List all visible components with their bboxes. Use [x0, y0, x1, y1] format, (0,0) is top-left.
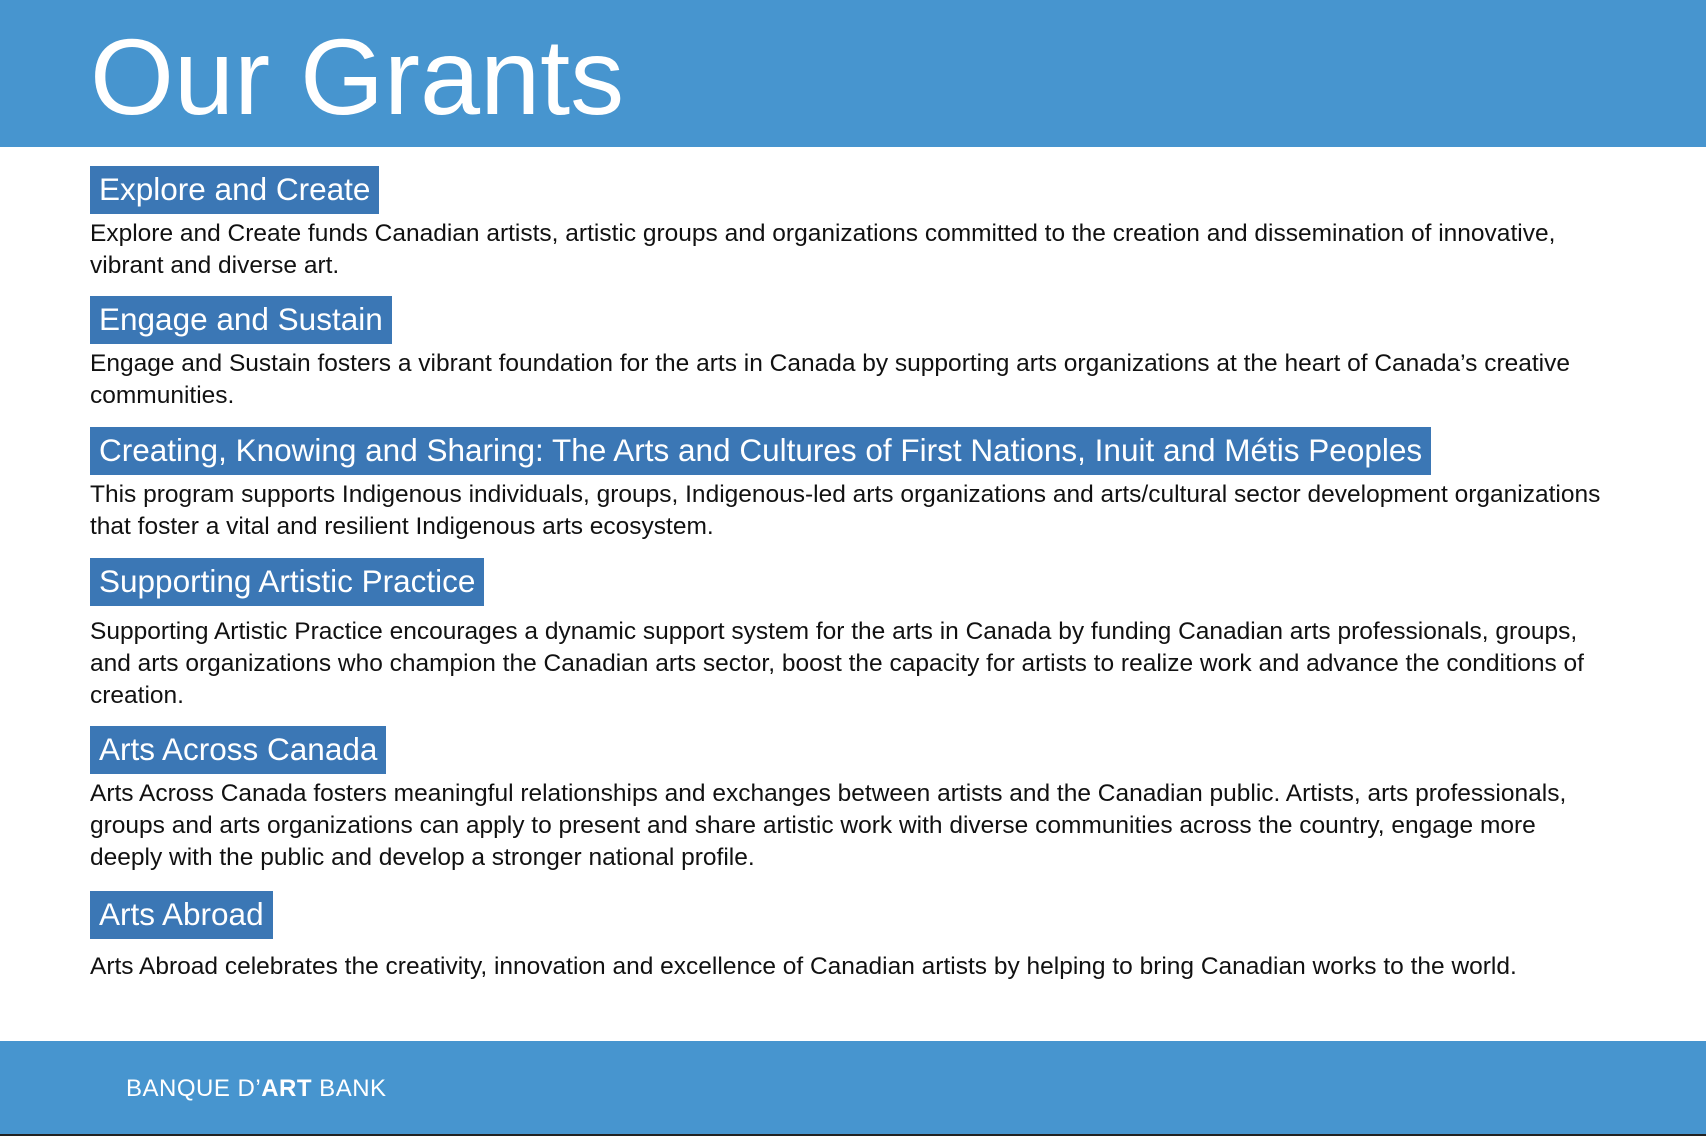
art-bank-logo [126, 1075, 387, 1103]
grant-heading: Arts Across Canada [90, 726, 386, 774]
grant-heading: Arts Abroad [90, 891, 273, 939]
grant-item-explore-and-create [90, 166, 1610, 282]
grant-description: Explore and Create funds Canadian artists, artistic groups and organizations committed to the creation and dissemination of innovative, vibrant and diverse art. [90, 220, 1556, 279]
grant-item-engage-and-sustain [90, 296, 1610, 412]
grant-description: This program supports Indigenous individuals, groups, Indigenous-led arts organizations and arts/cultural sector development organizations that foster a vital and resilient Indigenous arts ecosystem. [90, 481, 1601, 540]
grant-description: Engage and Sustain fosters a vibrant foundation for the arts in Canada by supporting arts organizations at the heart of Canada’s creative communities. [90, 350, 1571, 409]
grants-list [90, 166, 1610, 983]
grant-item-creating-knowing-sharing [90, 427, 1610, 543]
page-title: Our Grants [90, 16, 625, 137]
grant-item-arts-abroad [90, 891, 1610, 983]
grant-description: Supporting Artistic Practice encourages a dynamic support system for the arts in Canada by funding Canadian arts professionals, groups, and arts organizations who champion the Canadian arts sector, boost the capacity for artists to realize work and advance the conditions of creation. [90, 618, 1584, 709]
grant-item-arts-across-canada [90, 726, 1610, 874]
logo-text-bold: ART [261, 1075, 313, 1102]
logo-text-suffix: BANK [312, 1075, 387, 1102]
grant-heading: Creating, Knowing and Sharing: The Arts and Cultures of First Nations, Inuit and Métis Peoples [90, 427, 1431, 475]
page-footer [0, 1041, 1706, 1134]
grant-heading: Supporting Artistic Practice [90, 558, 484, 606]
logo-text-prefix: BANQUE D’ [126, 1075, 262, 1102]
grant-heading: Engage and Sustain [90, 296, 392, 344]
grant-item-supporting-artistic-practice [90, 558, 1610, 712]
grant-description: Arts Abroad celebrates the creativity, innovation and excellence of Canadian artists by helping to bring Canadian works to the world. [90, 953, 1517, 980]
grant-description: Arts Across Canada fosters meaningful relationships and exchanges between artists and the Canadian public. Artists, arts professionals, groups and arts organizations can apply to present and share artistic work with diverse communities across the country, engage more deeply with the public and develop a stronger national profile. [90, 780, 1567, 871]
grant-heading: Explore and Create [90, 166, 379, 214]
page-header [0, 0, 1706, 147]
